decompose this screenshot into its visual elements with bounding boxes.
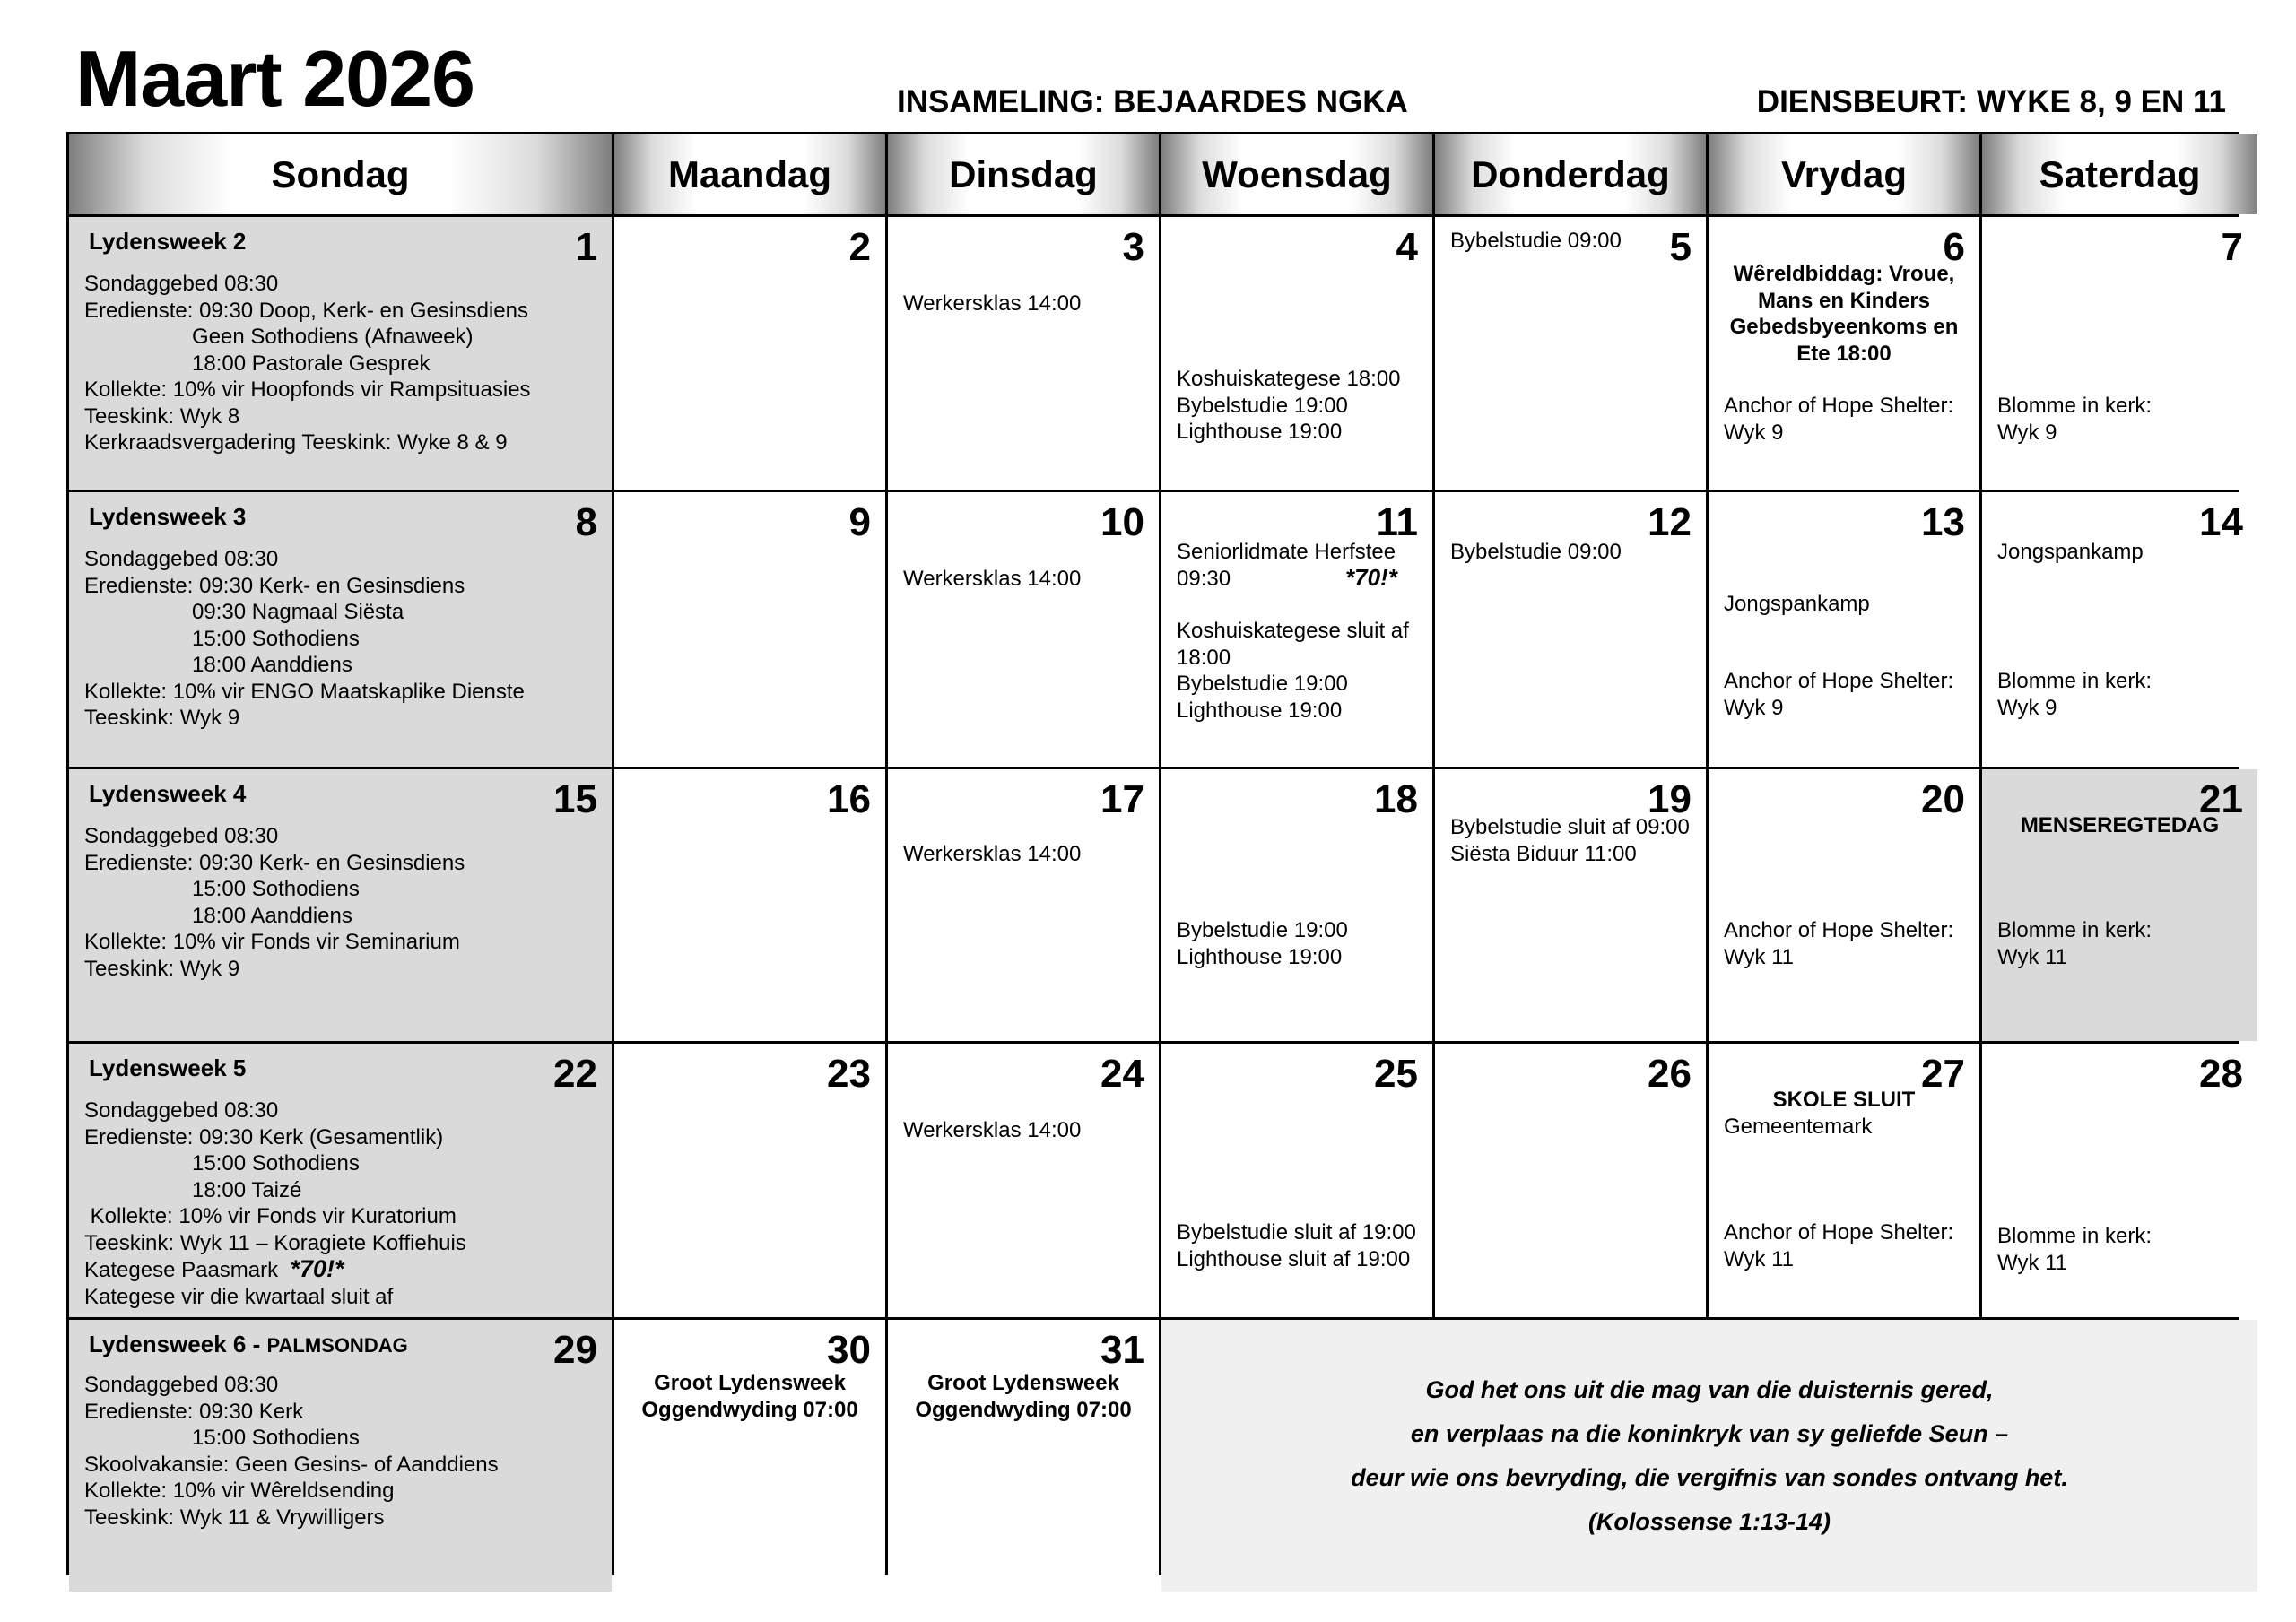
schedule-line: 18:00 Aanddiens	[84, 653, 352, 677]
schedule-line: Geen Sothodiens (Afnaweek)	[84, 325, 474, 349]
day-cell	[69, 217, 612, 490]
event-line: Jongspankamp	[1997, 540, 2144, 564]
schedule-line: 15:00 Sothodiens	[84, 1151, 360, 1175]
event-line: Mans en Kinders	[1757, 288, 1931, 313]
sunday-title	[89, 1332, 408, 1356]
day-number: 1	[575, 225, 597, 269]
schedule-line: 15:00 Sothodiens	[84, 1426, 360, 1450]
event-line: Anchor of Hope Shelter:	[1724, 918, 1954, 942]
schedule-line: Kollekte: 10% vir ENGO Maatskaplike Dienste	[84, 679, 525, 704]
event-line: Wyk 11	[1997, 944, 2068, 969]
event-highlight	[614, 1370, 885, 1423]
day-cell	[69, 492, 612, 767]
event-list	[903, 1117, 1081, 1144]
day-number: 5	[1669, 225, 1692, 269]
event-list	[1997, 539, 2144, 566]
schedule-line: 18:00 Aanddiens	[84, 903, 352, 928]
day-cell	[614, 1320, 885, 1592]
day-cell	[888, 1044, 1159, 1317]
day-number: 16	[827, 777, 871, 821]
day-number: 9	[848, 500, 871, 544]
event-list	[1177, 1219, 1416, 1272]
day-cell	[1709, 769, 1979, 1041]
schedule-line	[84, 1256, 603, 1284]
event-line: Bybelstudie 19:00	[1177, 393, 1348, 418]
schedule-line: 18:00 Taizé	[84, 1177, 302, 1202]
day-number: 30	[827, 1328, 871, 1372]
schedule-text: Kategese Paasmark	[84, 1258, 279, 1282]
verse-line: deur wie ons bevryding, die vergifnis van sondes ontvang het.	[1351, 1463, 2068, 1491]
schedule-line: 15:00 Sothodiens	[84, 626, 360, 651]
day-header-friday: Vrydag	[1709, 134, 1979, 214]
event-line: Gemeentemark	[1724, 1115, 1873, 1139]
day-number: 17	[1100, 777, 1144, 821]
day-cell	[614, 217, 885, 490]
day-header-wednesday: Woensdag	[1161, 134, 1432, 214]
event-line: Werkersklas 14:00	[903, 291, 1082, 316]
event-line: Wyk 9	[1724, 420, 1784, 445]
sunday-title: Lydensweek 5	[89, 1054, 247, 1081]
event-line: Oggendwyding 07:00	[915, 1397, 1132, 1422]
schedule-line: Teeskink: Wyk 9	[84, 956, 240, 981]
event-line: Wyk 9	[1997, 420, 2057, 445]
day-cell	[614, 769, 885, 1041]
month-title: Maart 2026	[75, 34, 474, 123]
schedule-line: Sondaggebed 08:30	[84, 1373, 279, 1397]
day-cell	[69, 1320, 612, 1592]
event-line: MENSEREGTEDAG	[2020, 813, 2220, 837]
event-line: 09:30	[1177, 566, 1231, 591]
event-list	[1997, 393, 2152, 446]
event-line: Lighthouse 19:00	[1177, 944, 1343, 969]
day-number: 7	[2221, 225, 2243, 269]
day-cell	[888, 492, 1159, 767]
sunday-title-text: Lydensweek 6 -	[89, 1331, 267, 1357]
schedule-line: Eredienste: 09:30 Kerk- en Gesinsdiens	[84, 850, 465, 875]
event-list	[1724, 393, 1953, 446]
duty-roster-heading: DIENSBEURT: WYKE 8, 9 EN 11	[1756, 84, 2226, 119]
event-line: Ete 18:00	[1796, 341, 1892, 366]
event-line: SKOLE SLUIT	[1772, 1088, 1916, 1112]
event-line: Groot Lydensweek	[654, 1371, 846, 1395]
day-cell	[1161, 492, 1432, 767]
day-number: 12	[1648, 500, 1692, 544]
schedule-line: Kollekte: 10% vir Hoopfonds vir Rampsituasies	[84, 377, 531, 402]
event-line: Bybelstudie 19:00	[1177, 672, 1348, 696]
anniversary-mark: *70!*	[1345, 564, 1397, 591]
schedule-line: Teeskink: Wyk 9	[84, 706, 240, 730]
schedule-line: Sondaggebed 08:30	[84, 547, 279, 571]
event-line: Koshuiskategese sluit af	[1177, 619, 1409, 643]
day-cell	[888, 769, 1159, 1041]
event-line: Bybelstudie sluit af 19:00	[1177, 1220, 1416, 1245]
event-line: Werkersklas 14:00	[903, 1118, 1082, 1142]
day-number: 28	[2199, 1052, 2243, 1096]
collection-heading: INSAMELING: BEJAARDES NGKA	[897, 84, 1408, 119]
day-number: 23	[827, 1052, 871, 1096]
day-cell	[1709, 217, 1979, 490]
event-list	[1177, 917, 1348, 970]
event-list	[1724, 668, 1953, 721]
event-line: Koshuiskategese 18:00	[1177, 367, 1401, 391]
sunday-title: Lydensweek 2	[89, 228, 247, 255]
day-number: 10	[1100, 500, 1144, 544]
event-line: Lighthouse sluit af 19:00	[1177, 1246, 1411, 1271]
event-highlight	[888, 1370, 1159, 1423]
schedule-line: Eredienste: 09:30 Kerk- en Gesinsdiens	[84, 573, 465, 598]
schedule-line: Kollekte: 10% vir Fonds vir Seminarium	[84, 930, 460, 954]
day-cell	[1435, 492, 1706, 767]
event-line: Lighthouse 19:00	[1177, 698, 1343, 723]
day-number: 29	[553, 1328, 597, 1372]
event-list	[1450, 539, 1622, 566]
event-line: Wyk 9	[1724, 695, 1784, 720]
event-line: Blomme in kerk:	[1997, 1224, 2152, 1248]
schedule-line: Skoolvakansie: Geen Gesins- of Aanddiens	[84, 1452, 499, 1477]
day-number: 4	[1396, 225, 1418, 269]
event-line: Seniorlidmate Herfstee	[1177, 540, 1396, 564]
day-number: 3	[1122, 225, 1144, 269]
event-list	[1450, 228, 1622, 255]
event-line: Werkersklas 14:00	[903, 567, 1082, 591]
day-cell	[1161, 769, 1432, 1041]
event-list	[903, 566, 1081, 593]
day-number: 26	[1648, 1052, 1692, 1096]
day-header-saturday: Saterdag	[1982, 134, 2257, 214]
day-cell	[1435, 217, 1706, 490]
sunday-title: Lydensweek 4	[89, 780, 247, 807]
schedule-line: 18:00 Pastorale Gesprek	[84, 351, 430, 376]
event-list	[1997, 1223, 2152, 1276]
schedule-line: Kollekte: 10% vir Wêreldsending	[84, 1479, 395, 1503]
event-line: Wyk 11	[1724, 944, 1795, 969]
event-line: Bybelstudie 09:00	[1450, 229, 1622, 253]
day-number: 11	[1376, 500, 1418, 544]
schedule-line: Teeskink: Wyk 11 & Vrywilligers	[84, 1505, 385, 1530]
event-line: Gebedsbyeenkoms en	[1729, 315, 1959, 339]
day-cell	[69, 1044, 612, 1317]
day-number: 20	[1921, 777, 1965, 821]
schedule-line: Teeskink: Wyk 8	[84, 403, 240, 429]
sunday-title: Lydensweek 3	[89, 503, 247, 530]
day-cell	[1709, 492, 1979, 767]
event-line: Oggendwyding 07:00	[641, 1397, 858, 1422]
sunday-title-tag: PALMSONDAG	[266, 1334, 408, 1357]
day-header-thursday: Donderdag	[1435, 134, 1706, 214]
event-list	[903, 291, 1081, 317]
day-cell	[1161, 217, 1432, 490]
event-line: Werkersklas 14:00	[903, 842, 1082, 866]
event-line: Wêreldbiddag: Vroue,	[1733, 262, 1955, 286]
day-cell	[1982, 492, 2257, 767]
schedule-line: Eredienste: 09:30 Kerk (Gesamentlik)	[84, 1124, 444, 1149]
day-number: 24	[1100, 1052, 1144, 1096]
day-header-sunday: Sondag	[69, 134, 612, 214]
schedule-line: Eredienste: 09:30 Kerk	[84, 1399, 304, 1424]
day-number: 14	[2199, 500, 2243, 544]
day-cell-holiday	[1982, 769, 2257, 1041]
anniversary-mark: *70!*	[290, 1255, 344, 1282]
day-number: 8	[575, 500, 597, 544]
day-number: 19	[1648, 777, 1692, 821]
sunday-schedule	[84, 546, 603, 732]
day-number: 6	[1943, 225, 1965, 269]
event-line: Bybelstudie 19:00	[1177, 918, 1348, 942]
event-line: Bybelstudie sluit af 09:00	[1450, 815, 1690, 839]
day-number: 15	[553, 777, 597, 821]
event-line: 18:00	[1177, 645, 1231, 670]
day-number: 31	[1100, 1328, 1144, 1372]
day-cell	[1435, 769, 1706, 1041]
event-list	[1724, 1219, 1953, 1272]
event-line: Wyk 11	[1997, 1250, 2068, 1275]
day-cell	[614, 492, 885, 767]
day-cell	[1161, 1044, 1432, 1317]
event-highlight	[1709, 261, 1979, 367]
day-number: 18	[1374, 777, 1418, 821]
schedule-line: Sondaggebed 08:30	[84, 272, 279, 296]
day-number: 27	[1921, 1052, 1965, 1096]
event-list	[1177, 366, 1401, 446]
event-list	[1450, 814, 1690, 867]
verse-line: God het ons uit die mag van die duisternis gered,	[1425, 1375, 1994, 1403]
schedule-line: Sondaggebed 08:30	[84, 1098, 279, 1123]
event-line: Blomme in kerk:	[1997, 394, 2152, 418]
day-number: 13	[1921, 500, 1965, 544]
event-list	[1997, 917, 2152, 970]
calendar-grid	[66, 132, 2243, 1575]
day-header-monday: Maandag	[614, 134, 885, 214]
schedule-line: Kollekte: 10% vir Fonds vir Kuratorium	[84, 1204, 457, 1228]
schedule-line: Sondaggebed 08:30	[84, 824, 279, 848]
verse-line: en verplaas na die koninkryk van sy geliefde Seun –	[1410, 1419, 2009, 1447]
sunday-schedule	[84, 823, 603, 982]
event-list	[1724, 1114, 1872, 1141]
event-line: Siësta Biduur 11:00	[1450, 841, 1637, 866]
schedule-line: 15:00 Sothodiens	[84, 877, 360, 901]
event-line: Bybelstudie 09:00	[1450, 540, 1622, 564]
sunday-schedule	[84, 1372, 603, 1531]
event-line: Jongspankamp	[1724, 592, 1870, 616]
day-cell	[614, 1044, 885, 1317]
day-cell	[1435, 1044, 1706, 1317]
day-header-tuesday: Dinsdag	[888, 134, 1159, 214]
event-line: Wyk 9	[1997, 695, 2057, 720]
day-cell	[1982, 1044, 2257, 1317]
schedule-line: Teeskink: Wyk 11 – Koragiete Koffiehuis	[84, 1230, 466, 1255]
event-list	[1997, 668, 2152, 721]
event-line: Anchor of Hope Shelter:	[1724, 669, 1954, 693]
event-line: Groot Lydensweek	[927, 1371, 1119, 1395]
sunday-schedule	[84, 1097, 603, 1310]
schedule-line: Eredienste: 09:30 Doop, Kerk- en Gesinsdiens	[84, 298, 528, 323]
schedule-line: 09:30 Nagmaal Siësta	[84, 600, 404, 624]
event-line: Blomme in kerk:	[1997, 669, 2152, 693]
day-cell	[1982, 217, 2257, 490]
day-cell	[1709, 1044, 1979, 1317]
event-line: Anchor of Hope Shelter:	[1724, 1220, 1954, 1245]
verse-reference: (Kolossense 1:13-14)	[1587, 1507, 1831, 1535]
scripture-verse	[1161, 1320, 2257, 1592]
day-cell	[888, 217, 1159, 490]
holiday-label	[1982, 812, 2257, 839]
event-list	[1177, 618, 1409, 724]
event-line: Wyk 11	[1724, 1246, 1795, 1271]
event-line: Anchor of Hope Shelter:	[1724, 394, 1954, 418]
schedule-line: Kerkraadsvergadering Teeskink: Wyke 8 & 9	[84, 430, 508, 455]
day-number: 2	[848, 225, 871, 269]
day-cell	[69, 769, 612, 1041]
event-line: Lighthouse 19:00	[1177, 420, 1343, 444]
day-number: 22	[553, 1052, 597, 1096]
event-highlight	[1709, 1087, 1979, 1114]
day-number: 21	[2199, 777, 2243, 821]
event-line: Blomme in kerk:	[1997, 918, 2152, 942]
sunday-schedule	[84, 271, 603, 456]
schedule-line: Kategese vir die kwartaal sluit af	[84, 1284, 394, 1309]
event-list	[1724, 591, 1870, 618]
event-list	[1724, 917, 1953, 970]
day-cell	[888, 1320, 1159, 1592]
event-list	[903, 841, 1081, 868]
day-number: 25	[1374, 1052, 1418, 1096]
